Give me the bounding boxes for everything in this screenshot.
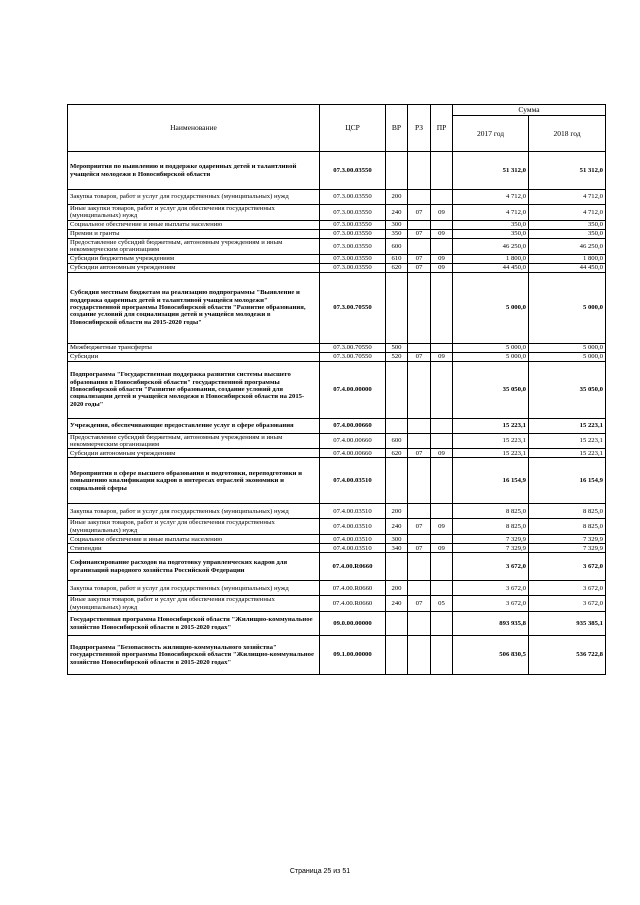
row-vr: 240 — [386, 205, 408, 221]
row-sum-2017: 15 223,1 — [453, 418, 529, 433]
row-sum-2017: 8 825,0 — [453, 519, 529, 535]
row-sum-2018: 935 385,1 — [529, 612, 606, 636]
row-csr: 07.3.00.03550 — [320, 229, 386, 238]
row-sum-2018: 3 672,0 — [529, 553, 606, 581]
row-sum-2018: 1 800,0 — [529, 254, 606, 263]
header-rz: РЗ — [408, 105, 431, 152]
table-row — [68, 220, 606, 229]
row-pr: 05 — [431, 596, 453, 612]
row-vr — [386, 272, 408, 343]
row-csr: 07.4.00.00000 — [320, 361, 386, 418]
row-pr — [431, 238, 453, 254]
row-sum-2018: 5 000,0 — [529, 343, 606, 352]
row-sum-2017: 15 223,1 — [453, 449, 529, 458]
row-pr — [431, 361, 453, 418]
row-name: Субсидии бюджетным учреждениям — [68, 254, 320, 263]
table-row — [68, 596, 606, 612]
row-sum-2018: 5 000,0 — [529, 352, 606, 361]
budget-table — [67, 104, 606, 675]
row-pr — [431, 458, 453, 504]
row-sum-2017: 16 154,9 — [453, 458, 529, 504]
row-rz — [408, 343, 431, 352]
row-vr: 520 — [386, 352, 408, 361]
row-pr — [431, 553, 453, 581]
row-pr: 09 — [431, 519, 453, 535]
row-rz: 07 — [408, 205, 431, 221]
row-rz — [408, 190, 431, 205]
row-rz: 07 — [408, 352, 431, 361]
row-vr: 300 — [386, 220, 408, 229]
row-rz: 07 — [408, 254, 431, 263]
row-sum-2017: 4 712,0 — [453, 205, 529, 221]
row-name: Подпрограмма "Безопасность жилищно-коммунального хозяйства" государственной программы Новосибирской области "Жилищно-коммунальное хозяйство Новосибирской области в 2015-2020 годах" — [68, 636, 320, 675]
header-year-2018: 2018 год — [529, 116, 606, 152]
table-row — [68, 449, 606, 458]
row-rz — [408, 220, 431, 229]
row-csr: 07.4.00.03510 — [320, 544, 386, 553]
header-csr: ЦСР — [320, 105, 386, 152]
row-csr: 07.4.00.00660 — [320, 433, 386, 449]
row-sum-2018: 7 329,9 — [529, 544, 606, 553]
row-pr — [431, 636, 453, 675]
row-vr: 240 — [386, 519, 408, 535]
row-csr: 07.3.00.03550 — [320, 205, 386, 221]
row-csr: 07.4.00.03510 — [320, 504, 386, 519]
row-sum-2018: 4 712,0 — [529, 190, 606, 205]
row-sum-2017: 7 329,9 — [453, 544, 529, 553]
row-name: Иные закупки товаров, работ и услуг для обеспечения государственных (муниципальных) нужд — [68, 519, 320, 535]
table-row — [68, 544, 606, 553]
row-rz: 07 — [408, 544, 431, 553]
row-pr: 09 — [431, 352, 453, 361]
row-sum-2018: 350,0 — [529, 220, 606, 229]
row-vr — [386, 418, 408, 433]
row-sum-2018: 15 223,1 — [529, 418, 606, 433]
row-sum-2018: 15 223,1 — [529, 433, 606, 449]
row-sum-2018: 8 825,0 — [529, 504, 606, 519]
row-vr — [386, 152, 408, 190]
row-csr: 07.3.00.70550 — [320, 352, 386, 361]
table-row — [68, 190, 606, 205]
row-pr — [431, 343, 453, 352]
row-sum-2017: 3 672,0 — [453, 581, 529, 596]
row-name: Межбюджетные трансферты — [68, 343, 320, 352]
row-csr: 09.1.00.00000 — [320, 636, 386, 675]
row-name: Подпрограмма "Государственная поддержка развития системы высшего образования в Новосибирской области" государственной программы Новосибирской области "Развитие образования, создание условий для социализации детей и учащейся молодежи в Новосибирской области на 2015-2020 годы" — [68, 361, 320, 418]
row-name: Субсидии автономным учреждениям — [68, 263, 320, 272]
row-sum-2017: 1 800,0 — [453, 254, 529, 263]
row-sum-2017: 350,0 — [453, 229, 529, 238]
row-sum-2017: 7 329,9 — [453, 535, 529, 544]
row-pr: 09 — [431, 229, 453, 238]
row-csr: 07.4.00.R0660 — [320, 596, 386, 612]
table-row — [68, 361, 606, 418]
row-name: Социальное обеспечение и иные выплаты населению — [68, 220, 320, 229]
row-sum-2017: 4 712,0 — [453, 190, 529, 205]
table-row — [68, 343, 606, 352]
row-vr: 620 — [386, 449, 408, 458]
row-name: Закупка товаров, работ и услуг для государственных (муниципальных) нужд — [68, 581, 320, 596]
row-sum-2018: 8 825,0 — [529, 519, 606, 535]
row-vr: 600 — [386, 433, 408, 449]
row-sum-2017: 3 672,0 — [453, 596, 529, 612]
table-body — [68, 152, 606, 675]
row-vr: 300 — [386, 535, 408, 544]
table-row — [68, 636, 606, 675]
table-row — [68, 433, 606, 449]
table-row — [68, 581, 606, 596]
row-rz — [408, 272, 431, 343]
row-name: Стипендии — [68, 544, 320, 553]
row-name: Мероприятия по выявлению и поддержке одаренных детей и талантливой учащейся молодежи в Новосибирской области — [68, 152, 320, 190]
row-name: Премии и гранты — [68, 229, 320, 238]
row-csr: 07.4.00.R0660 — [320, 553, 386, 581]
row-sum-2017: 5 000,0 — [453, 272, 529, 343]
row-sum-2017: 15 223,1 — [453, 433, 529, 449]
table-row — [68, 553, 606, 581]
table-row — [68, 205, 606, 221]
row-vr — [386, 361, 408, 418]
row-pr — [431, 272, 453, 343]
row-pr — [431, 535, 453, 544]
row-pr — [431, 190, 453, 205]
header-year-2017: 2017 год — [453, 116, 529, 152]
row-vr: 200 — [386, 581, 408, 596]
row-rz — [408, 152, 431, 190]
row-name: Предоставление субсидий бюджетным, автономным учреждениям и иным некоммерческим организациям — [68, 433, 320, 449]
row-csr: 07.3.00.03550 — [320, 238, 386, 254]
header-vr: ВР — [386, 105, 408, 152]
row-csr: 07.3.00.03550 — [320, 263, 386, 272]
row-name: Закупка товаров, работ и услуг для государственных (муниципальных) нужд — [68, 190, 320, 205]
row-vr — [386, 612, 408, 636]
row-name: Предоставление субсидий бюджетным, автономным учреждениям и иным некоммерческим организациям — [68, 238, 320, 254]
row-sum-2018: 35 050,0 — [529, 361, 606, 418]
table-row — [68, 254, 606, 263]
row-sum-2018: 3 672,0 — [529, 596, 606, 612]
row-csr: 07.4.00.00660 — [320, 418, 386, 433]
row-rz — [408, 553, 431, 581]
table-row — [68, 229, 606, 238]
row-csr: 07.3.00.03550 — [320, 220, 386, 229]
row-csr: 07.3.00.03550 — [320, 190, 386, 205]
row-name: Субсидии автономным учреждениям — [68, 449, 320, 458]
row-pr: 09 — [431, 449, 453, 458]
row-rz: 07 — [408, 263, 431, 272]
row-vr — [386, 553, 408, 581]
row-rz: 07 — [408, 449, 431, 458]
row-name: Иные закупки товаров, работ и услуг для обеспечения государственных (муниципальных) нужд — [68, 596, 320, 612]
row-csr: 07.4.00.03510 — [320, 535, 386, 544]
row-name: Социальное обеспечение и иные выплаты населению — [68, 535, 320, 544]
table-row — [68, 238, 606, 254]
row-name: Иные закупки товаров, работ и услуг для обеспечения государственных (муниципальных) нужд — [68, 205, 320, 221]
row-vr: 200 — [386, 504, 408, 519]
table-row — [68, 612, 606, 636]
row-pr — [431, 504, 453, 519]
row-vr — [386, 636, 408, 675]
row-sum-2018: 4 712,0 — [529, 205, 606, 221]
row-vr — [386, 458, 408, 504]
row-pr — [431, 220, 453, 229]
row-csr: 07.3.00.03550 — [320, 254, 386, 263]
row-sum-2017: 51 312,0 — [453, 152, 529, 190]
row-vr: 340 — [386, 544, 408, 553]
row-rz — [408, 612, 431, 636]
row-pr: 09 — [431, 205, 453, 221]
table-row — [68, 352, 606, 361]
table-row — [68, 152, 606, 190]
row-csr: 09.0.00.00000 — [320, 612, 386, 636]
row-sum-2018: 51 312,0 — [529, 152, 606, 190]
row-rz — [408, 418, 431, 433]
row-pr — [431, 581, 453, 596]
row-name: Закупка товаров, работ и услуг для государственных (муниципальных) нужд — [68, 504, 320, 519]
row-pr: 09 — [431, 254, 453, 263]
row-name: Государственная программа Новосибирской области "Жилищно-коммунальное хозяйство Новосибирской области в 2015-2020 годах" — [68, 612, 320, 636]
header-sum: Сумма — [453, 105, 606, 116]
row-pr — [431, 612, 453, 636]
row-vr: 500 — [386, 343, 408, 352]
row-name: Субсидия местным бюджетам на реализацию подпрограммы "Выявление и поддержка одаренных детей и талантливой учащейся молодежи" государственной программы Новосибирской области "Развитие образования, создание условий для социализации детей и учащейся молодежи в Новосибирской области на 2015-2020 годы" — [68, 272, 320, 343]
row-sum-2017: 44 450,0 — [453, 263, 529, 272]
row-pr — [431, 418, 453, 433]
row-name: Софинансирование расходов на подготовку управленческих кадров для организаций народного хозяйства Российской Федерации — [68, 553, 320, 581]
row-sum-2017: 46 250,0 — [453, 238, 529, 254]
row-csr: 07.4.00.03510 — [320, 519, 386, 535]
header-name: Наименование — [68, 105, 320, 152]
row-sum-2018: 46 250,0 — [529, 238, 606, 254]
row-rz — [408, 504, 431, 519]
row-vr: 240 — [386, 596, 408, 612]
row-sum-2018: 350,0 — [529, 229, 606, 238]
row-sum-2017: 5 000,0 — [453, 343, 529, 352]
table-row — [68, 519, 606, 535]
row-sum-2017: 506 830,5 — [453, 636, 529, 675]
row-sum-2018: 16 154,9 — [529, 458, 606, 504]
row-csr: 07.3.00.70550 — [320, 343, 386, 352]
row-pr: 09 — [431, 263, 453, 272]
row-sum-2018: 15 223,1 — [529, 449, 606, 458]
row-sum-2018: 7 329,9 — [529, 535, 606, 544]
row-rz — [408, 581, 431, 596]
row-sum-2018: 44 450,0 — [529, 263, 606, 272]
row-csr: 07.3.00.70550 — [320, 272, 386, 343]
row-vr: 350 — [386, 229, 408, 238]
row-sum-2017: 893 935,8 — [453, 612, 529, 636]
table-row — [68, 418, 606, 433]
page-footer: Страница 25 из 51 — [289, 868, 351, 875]
table-row — [68, 272, 606, 343]
row-sum-2018: 536 722,8 — [529, 636, 606, 675]
row-rz — [408, 535, 431, 544]
row-vr: 600 — [386, 238, 408, 254]
table-row — [68, 458, 606, 504]
row-sum-2017: 8 825,0 — [453, 504, 529, 519]
row-sum-2017: 35 050,0 — [453, 361, 529, 418]
row-rz — [408, 361, 431, 418]
row-csr: 07.4.00.R0660 — [320, 581, 386, 596]
row-sum-2017: 5 000,0 — [453, 352, 529, 361]
table-row — [68, 263, 606, 272]
header-pr: ПР — [431, 105, 453, 152]
row-vr: 200 — [386, 190, 408, 205]
row-rz — [408, 636, 431, 675]
row-sum-2017: 350,0 — [453, 220, 529, 229]
row-rz — [408, 458, 431, 504]
row-rz: 07 — [408, 596, 431, 612]
row-pr — [431, 433, 453, 449]
row-csr: 07.4.00.00660 — [320, 449, 386, 458]
row-sum-2018: 3 672,0 — [529, 581, 606, 596]
row-rz — [408, 238, 431, 254]
row-vr: 610 — [386, 254, 408, 263]
row-rz: 07 — [408, 229, 431, 238]
row-csr: 07.3.00.03550 — [320, 152, 386, 190]
row-pr — [431, 152, 453, 190]
row-sum-2018: 5 000,0 — [529, 272, 606, 343]
row-rz: 07 — [408, 519, 431, 535]
row-name: Учреждения, обеспечивающие предоставление услуг в сфере образования — [68, 418, 320, 433]
row-csr: 07.4.00.03510 — [320, 458, 386, 504]
table-row — [68, 504, 606, 519]
row-sum-2017: 3 672,0 — [453, 553, 529, 581]
row-name: Субсидии — [68, 352, 320, 361]
row-rz — [408, 433, 431, 449]
table-row — [68, 535, 606, 544]
row-pr: 09 — [431, 544, 453, 553]
row-name: Мероприятия в сфере высшего образования и подготовки, переподготовки и повышению квалификации кадров в интересах отраслей экономики и социальной сферы — [68, 458, 320, 504]
row-vr: 620 — [386, 263, 408, 272]
